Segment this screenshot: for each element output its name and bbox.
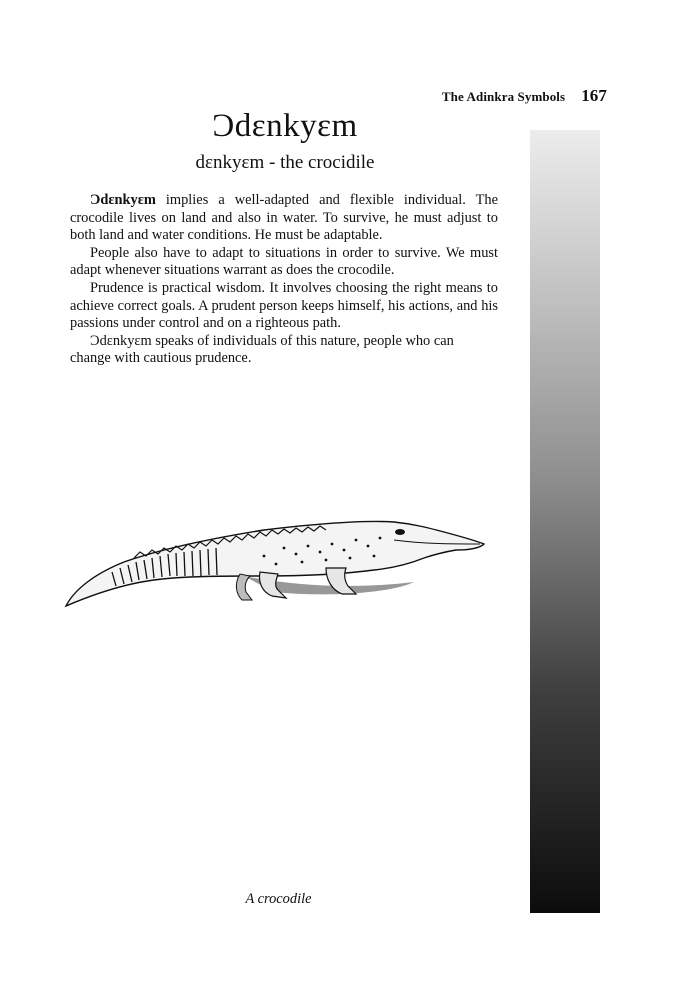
- paragraph: People also have to adapt to situations in order to survive. We must adapt whenever situations warrant as does the crocodile.: [70, 244, 498, 279]
- decorative-gradient-bar: [530, 130, 600, 913]
- paragraph: Prudence is practical wisdom. It involves choosing the right means to achieve correct goals. A prudent person keeps himself, his actions, and his passions under control and on a righteous path.: [70, 279, 498, 332]
- crocodile-illustration-icon: [64, 510, 488, 614]
- page-number: 167: [581, 86, 607, 105]
- symbol-title: Ɔdɛnkyɛm: [212, 108, 358, 144]
- paragraph-text: implies a well-adapted and flexible individual. The crocodile lives on land and also in water. To survive, he must adjust to both land and water conditions. He must be adaptable.: [70, 192, 498, 244]
- figure-caption: A crocodile: [245, 891, 312, 907]
- lead-term: Ɔdɛnkyɛm: [90, 192, 156, 208]
- symbol-subtitle: dɛnkyɛm - the crocidile: [195, 152, 375, 173]
- paragraph: [70, 192, 498, 245]
- body-text: [70, 192, 498, 368]
- paragraph: Ɔdɛnkyɛm speaks of individuals of this nature, people who can change with cautious prudence.: [70, 332, 454, 367]
- running-head: [442, 86, 607, 106]
- running-title: The Adinkra Symbols: [441, 89, 566, 104]
